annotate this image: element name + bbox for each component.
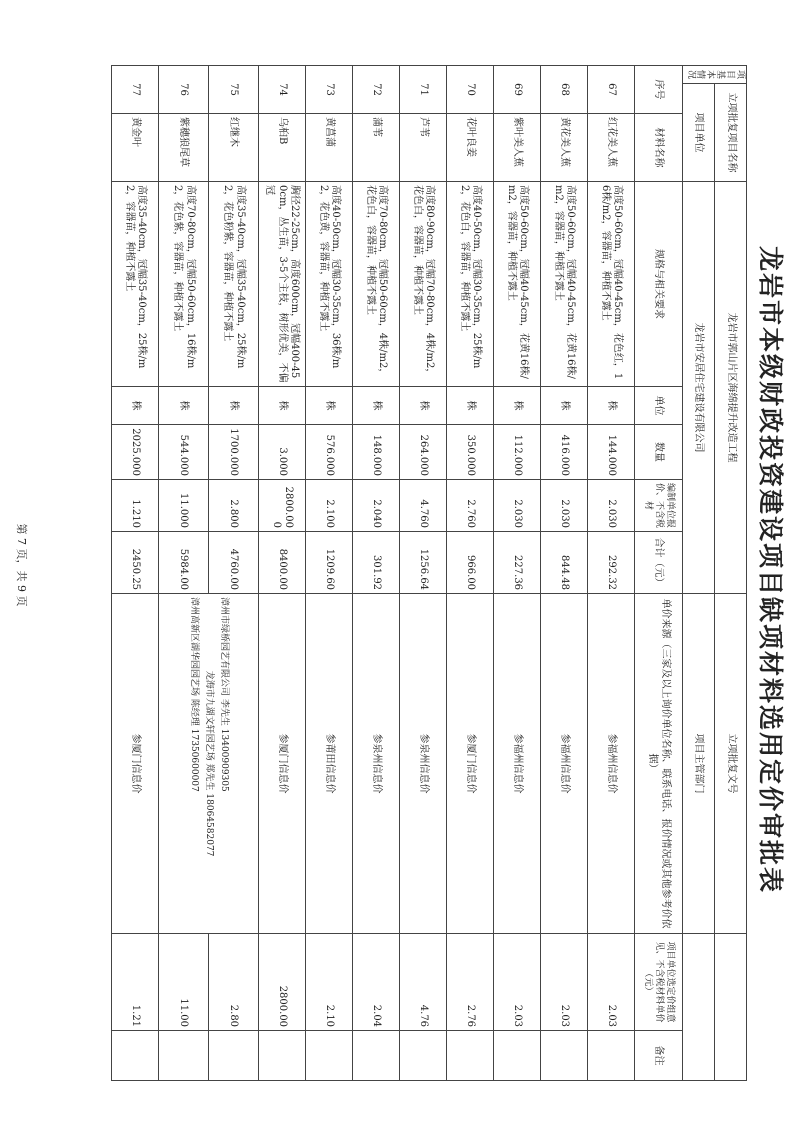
cell-source: 参厦门信息价: [446, 594, 493, 934]
cell-price: 2800.000: [258, 480, 305, 532]
table-row: [540, 66, 587, 1081]
cell-spec: 高度50-60cm，冠幅40-45cm，花黄16株/m2，容器苗，种植不露土: [493, 182, 540, 387]
cell-total: 301.92: [352, 532, 399, 594]
unit-value: 龙岩市安居住宅建设有限公司: [682, 182, 714, 594]
cell-source: 参厦门信息价: [111, 594, 158, 934]
cell-unit: 株: [158, 387, 208, 425]
cell-unit: 株: [587, 387, 634, 425]
cell-seq: 69: [493, 66, 540, 114]
dept-value: [682, 934, 714, 1081]
approval-no-value: [714, 934, 746, 1081]
header-seq: 序号: [634, 66, 682, 114]
cell-name: 红花美人蕉: [587, 114, 634, 182]
table-row: [258, 66, 305, 1081]
header-qty: 数量: [634, 425, 682, 480]
cell-remark: [587, 1031, 634, 1081]
supplier-line: 龙海市九湖文轩园艺场 郑先生 18064582077: [204, 670, 214, 857]
cell-qty: 112.000: [493, 425, 540, 480]
project-unit-row: [682, 66, 714, 1081]
cell-spec: 高度70-80cm，冠幅50-60cm，4株/m2，花色白，容器苗，种植不露土: [352, 182, 399, 387]
cell-qty: 144.000: [587, 425, 634, 480]
unit-label: 项目单位: [682, 84, 714, 182]
page-title: 龙岩市本级财政投资建设项目缺项材料选用定价审批表: [756, 245, 785, 894]
cell-total: 2450.25: [111, 532, 158, 594]
cell-qty: 2025.000: [111, 425, 158, 480]
cell-seq: 68: [540, 66, 587, 114]
project-name-row: [714, 66, 746, 1081]
cell-price: 11.000: [158, 480, 208, 532]
cell-unit: 株: [446, 387, 493, 425]
cell-opinion: 2.76: [446, 934, 493, 1031]
cell-total: 292.32: [587, 532, 634, 594]
cell-total: 5984.00: [158, 532, 208, 594]
header-source: 单价来源（三家及以上询价单位名称、联系电话、报价情况或其他参考价依据）: [634, 594, 682, 934]
cell-seq: 75: [208, 66, 258, 114]
cell-name: 黄菖蒲: [305, 114, 352, 182]
project-name-value: 龙岩市郭山片区海绵提升改造工程: [714, 182, 746, 594]
table-row: [305, 66, 352, 1081]
cell-name: 紫穗狼尾草: [158, 114, 208, 182]
cell-seq: 76: [158, 66, 208, 114]
cell-remark: [305, 1031, 352, 1081]
project-name-label: 立项批复项目名称: [714, 84, 746, 182]
cell-seq: 67: [587, 66, 634, 114]
cell-unit: 株: [493, 387, 540, 425]
supplier-quotes: [158, 594, 258, 934]
supplier-line: 漳州高新区湖华园园艺场 陈经理 17350600007: [189, 597, 200, 792]
cell-spec: 高度50-60cm，冠幅40-45cm，花黄16株/m2，容器苗，种植不露土: [540, 182, 587, 387]
cell-seq: 71: [399, 66, 446, 114]
table-row: [493, 66, 540, 1081]
cell-source: 参福州信息价: [587, 594, 634, 934]
cell-price: 2.030: [587, 480, 634, 532]
header-opinion: 项目单位选定价组意见、不含税材料单价（元）: [634, 934, 682, 1031]
cell-spec: 高度70-80cm，冠幅50-60cm，16株/m2，花色紫，容器苗，种植不露土: [158, 182, 208, 387]
cell-spec: 高度40-50cm，冠幅30-35cm，36株/m2，花色黄，容器苗，种植不露土: [305, 182, 352, 387]
header-unit: 单位: [634, 387, 682, 425]
cell-name: 红继木: [208, 114, 258, 182]
cell-unit: 株: [352, 387, 399, 425]
table-row: [208, 66, 258, 1081]
cell-qty: 576.000: [305, 425, 352, 480]
cell-name: 芦苇: [399, 114, 446, 182]
cell-total: 4760.00: [208, 532, 258, 594]
cell-qty: 350.000: [446, 425, 493, 480]
cell-unit: 株: [540, 387, 587, 425]
cell-total: 8400.00: [258, 532, 305, 594]
cell-total: 227.36: [493, 532, 540, 594]
cell-opinion: 2.03: [587, 934, 634, 1031]
header-row: [634, 66, 682, 1081]
cell-price: 2.030: [493, 480, 540, 532]
cell-remark: [446, 1031, 493, 1081]
cell-total: 1209.60: [305, 532, 352, 594]
cell-spec: 高度80-90cm，冠幅70-80cm，4株/m2，花色白，容器苗，种植不露土: [399, 182, 446, 387]
cell-source: 参泉州信息价: [399, 594, 446, 934]
table-row: [352, 66, 399, 1081]
cell-total: 844.48: [540, 532, 587, 594]
cell-opinion: 2800.00: [258, 934, 305, 1031]
cell-seq: 77: [111, 66, 158, 114]
cell-price: 2.030: [540, 480, 587, 532]
cell-name: 黄花美人蕉: [540, 114, 587, 182]
cell-opinion: 11.00: [158, 934, 208, 1031]
table-row: [111, 66, 158, 1081]
table-row: [399, 66, 446, 1081]
cell-source: 参莆田信息价: [305, 594, 352, 934]
cell-spec: 高度35-40cm，冠幅35-40cm，25株/m2，花色粉紫，容器苗，种植不露土: [208, 182, 258, 387]
cell-spec: 高度40-50cm，冠幅30-35cm，25株/m2，花色白，容器苗，种植不露土: [446, 182, 493, 387]
cell-seq: 72: [352, 66, 399, 114]
cell-remark: [158, 1031, 208, 1081]
cell-price: 2.100: [305, 480, 352, 532]
cell-opinion: 2.04: [352, 934, 399, 1031]
cell-remark: [399, 1031, 446, 1081]
cell-remark: [208, 1031, 258, 1081]
cell-total: 966.00: [446, 532, 493, 594]
cell-source: 参厦门信息价: [258, 594, 305, 934]
cell-price: 4.760: [399, 480, 446, 532]
cell-seq: 74: [258, 66, 305, 114]
cell-spec: 高度35-40cm，冠幅35-40cm，25株/m2，容器苗，种植不露土: [111, 182, 158, 387]
cell-remark: [493, 1031, 540, 1081]
cell-source: 参福州信息价: [540, 594, 587, 934]
cell-spec: 胸径22-25cm，高度600cm，冠幅400-450cm，丛生苗，3-5个主枝，树形优美，不偏冠: [258, 182, 305, 387]
cell-qty: 544.000: [158, 425, 208, 480]
cell-qty: 1700.000: [208, 425, 258, 480]
dept-label: 项目主管部门: [682, 594, 714, 934]
page-footer: 第 7 页，共 9 页: [15, 523, 28, 607]
cell-name: 花叶良姜: [446, 114, 493, 182]
cell-opinion: 2.03: [493, 934, 540, 1031]
cell-price: 2.800: [208, 480, 258, 532]
cell-name: 紫叶美人蕉: [493, 114, 540, 182]
supplier-line: 漳州市绿桥园艺有限公司 李先生 13400909305: [218, 597, 229, 792]
cell-remark: [258, 1031, 305, 1081]
header-price: 编制单位报价、不含税材: [634, 480, 682, 532]
cell-source: 参福州信息价: [493, 594, 540, 934]
cell-unit: 株: [399, 387, 446, 425]
cell-price: 2.760: [446, 480, 493, 532]
cell-qty: 148.000: [352, 425, 399, 480]
side-label: 项目基本情况: [682, 66, 746, 84]
cell-qty: 264.000: [399, 425, 446, 480]
cell-opinion: 4.76: [399, 934, 446, 1031]
cell-price: 1.210: [111, 480, 158, 532]
cell-spec: 高度50-60cm，冠幅40-45cm，花色红，16株/m2，容器苗，种植不露土: [587, 182, 634, 387]
approval-no-label: 立项批复文号: [714, 594, 746, 934]
cell-source: 参泉州信息价: [352, 594, 399, 934]
cell-remark: [540, 1031, 587, 1081]
cell-qty: 3.000: [258, 425, 305, 480]
cell-price: 2.040: [352, 480, 399, 532]
cell-unit: 株: [305, 387, 352, 425]
cell-opinion: 2.80: [208, 934, 258, 1031]
cell-opinion: 1.21: [111, 934, 158, 1031]
cell-name: 蒲苇: [352, 114, 399, 182]
cell-total: 1256.64: [399, 532, 446, 594]
cell-name: 乌桕B: [258, 114, 305, 182]
table-row: [446, 66, 493, 1081]
cell-unit: 株: [258, 387, 305, 425]
cell-remark: [352, 1031, 399, 1081]
table-row: [587, 66, 634, 1081]
cell-opinion: 2.03: [540, 934, 587, 1031]
header-name: 材料名称: [634, 114, 682, 182]
cell-unit: 株: [208, 387, 258, 425]
header-remark: 备注: [634, 1031, 682, 1081]
cell-unit: 株: [111, 387, 158, 425]
header-spec: 规格与相关要求: [634, 182, 682, 387]
materials-table: [111, 65, 747, 1081]
cell-seq: 73: [305, 66, 352, 114]
header-total: 合计（元）: [634, 532, 682, 594]
cell-opinion: 2.10: [305, 934, 352, 1031]
cell-name: 黄金叶: [111, 114, 158, 182]
cell-seq: 70: [446, 66, 493, 114]
cell-remark: [111, 1031, 158, 1081]
cell-qty: 416.000: [540, 425, 587, 480]
